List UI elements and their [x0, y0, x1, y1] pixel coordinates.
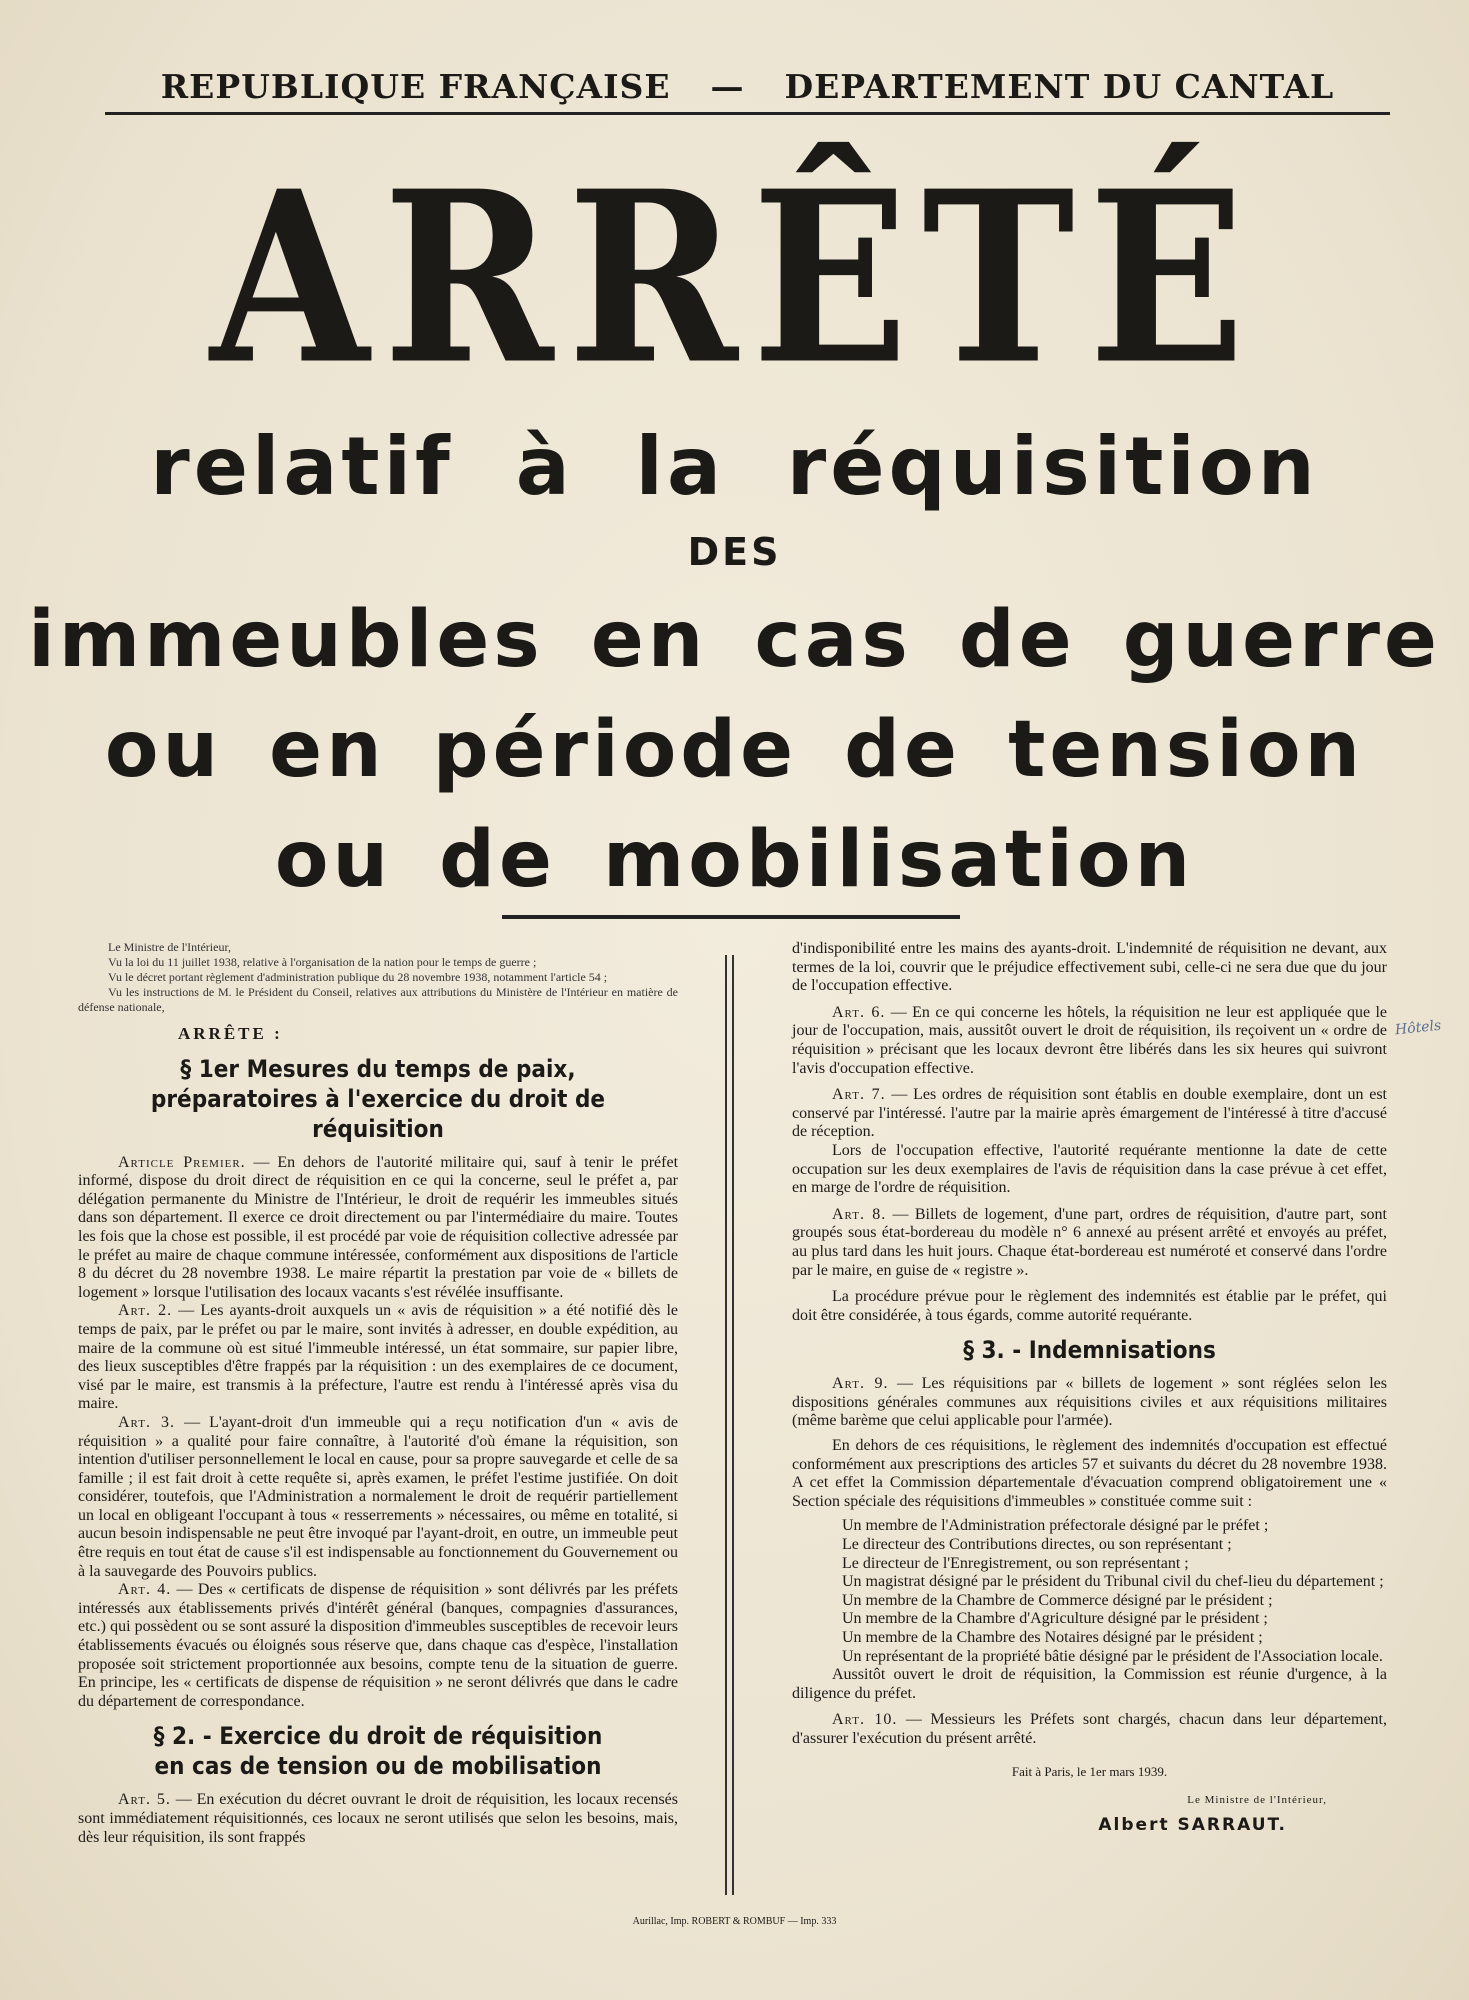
article-8 — [792, 1206, 1387, 1280]
commission-member: Un membre de la Chambre des Notaires désigné par le président ; — [842, 1629, 1263, 1646]
article-4 — [78, 1581, 678, 1711]
section-2-line-1: § 2. - Exercice du droit de réquisition — [153, 1722, 603, 1751]
article-5-label: Art. 5. — [118, 1791, 171, 1809]
article-10-text: — Messieurs les Préfets sont chargés, chacun dans leur département, d'assurer l'exécution du présent arrêté. — [792, 1711, 1388, 1747]
poster-title: ARRÊTÉ — [210, 140, 1259, 417]
commission-member: Un membre de la Chambre de Commerce désigné par le président ; — [842, 1591, 1273, 1609]
article-2-label: Art. 2. — [118, 1302, 173, 1320]
article-8-para-2: La procédure prévue pour le règlement des indemnités est établie par le préfet, qui doit être considérée, à tous égards, comme autorité requérante. — [792, 1288, 1387, 1324]
article-7-text: — Les ordres de réquisition sont établis en double exemplaire, dont un est conservé par l'intéressé. l'autre par la mairie après émargement de l'intéressé à titre d'accusé de réception. — [792, 1086, 1388, 1141]
preamble — [78, 940, 678, 1015]
section-1-heading — [108, 1054, 648, 1144]
section-1-line-1: § 1er Mesures du temps de paix, — [180, 1054, 576, 1083]
header-dash: — — [710, 66, 745, 106]
poster-header — [105, 58, 1390, 114]
commission-member: Un magistrat désigné par le président du Tribunal civil du chef-lieu du département ; — [842, 1573, 1384, 1591]
article-1-text: — En dehors de l'autorité militaire qui, sauf à tenir le préfet informé, dispose du droit direct de réquisition en ce qui la concerne, seul le préfet a, par délégation permanente du Ministre de l'Intérieur, le droit de requérir les immeubles situés dans son département. Il exerce ce droit directement ou par l'intermédiaire du maire. Toutes les fois que la chose est possible, il est procédé par voie de réquisition collective adressée par le préfet au maire de chaque commune intéressée, conformément aux dispositions de l'article 8 du décret du 28 novembre 1938. Le maire répartit la prestation par voie de « billets de logement » lorsque l'utilisation des locaux vacants s'est révélée insuffisante. — [78, 1153, 679, 1301]
article-7 — [792, 1086, 1387, 1142]
article-1-label: Article Premier. — [118, 1153, 246, 1171]
subtitle-line-2: DES — [687, 530, 782, 574]
printer-credit: Aurillac, Imp. ROBERT & ROMBUF — Imp. 333 — [632, 1916, 837, 1927]
header-rule — [105, 112, 1390, 115]
section-2-heading — [108, 1721, 648, 1781]
subtitle-line-4: ou en période de tension — [104, 705, 1365, 795]
article-7-label: Art. 7. — [832, 1086, 886, 1104]
title-rule — [502, 915, 960, 919]
section-3-heading: § 3. - Indemnisations — [963, 1336, 1216, 1365]
commission-member: Un représentant de la propriété bâtie désigné par le président de l'Association locale. — [842, 1647, 1383, 1665]
column-divider — [725, 955, 734, 1895]
article-2-text: — Les ayants-droit auxquels un « avis de réquisition » a été notifié dès le temps de paix, par le préfet ou par le maire, sont invités à adresser, en double expédition, au maire de la commune où est situé l'immeuble intéressé, un état sommaire, sur papier libre, des lieux susceptibles d'être frappés par la réquisition : un des exemplaires de ce document, visé par le maire, est transmis à la préfecture, l'autre est rendu à l'intéressé après visa du maire. — [78, 1302, 678, 1413]
handwritten-margin-note: Hôtels — [1394, 1017, 1442, 1039]
article-6-text: — En ce qui concerne les hôtels, la réquisition ne leur est appliquée que le jour de l'occupation, mais, aussitôt ouvert le droit de réquisition, ils reçoivent un « ordre de réquisition » précisant que les locaux devront être libérés dans les six heures qui suivront l'avis d'occupation effective. — [792, 1003, 1388, 1077]
article-5-text: — En exécution du décret ouvrant le droit de réquisition, les locaux recensés sont immédiatement réquisitionnés, ces locaux ne seront utilisés que selon les besoins, mais, dès leur réquisition, ils sont frappés — [78, 1791, 678, 1846]
preamble-line: Vu la loi du 11 juillet 1938, relative à l'organisation de la nation pour le temps de guerre ; — [108, 955, 537, 969]
article-8-label: Art. 8. — [832, 1205, 887, 1223]
subtitle-line-3: immeubles en cas de guerre — [28, 595, 1441, 685]
article-9-para-2: En dehors de ces réquisitions, le règlement des indemnités d'occupation est effectué conformément aux prescriptions des articles 57 et suivants du décret du 28 novembre 1938. A cet effet la Commission départementale d'évacuation comprend obligatoirement une « Section spéciale des réquisitions d'immeubles » constituée comme suit : — [792, 1437, 1387, 1510]
commission-member: Un membre de la Chambre d'Agriculture désigné par le président ; — [842, 1610, 1268, 1628]
header-departement: DEPARTEMENT DU CANTAL — [784, 66, 1335, 106]
article-10 — [792, 1711, 1387, 1748]
section-1-line-2: préparatoires à l'exercice du droit de réquisition — [150, 1084, 606, 1143]
article-6-label: Art. 6. — [832, 1003, 886, 1021]
section-2-line-2: en cas de tension ou de mobilisation — [154, 1752, 602, 1781]
article-9 — [792, 1375, 1387, 1431]
minister-title: Le Ministre de l'Intérieur, — [1187, 1794, 1327, 1807]
article-1 — [78, 1154, 678, 1303]
signature-date: Fait à Paris, le 1er mars 1939. — [1011, 1763, 1168, 1779]
header-republique: REPUBLIQUE FRANÇAISE — [160, 66, 671, 106]
article-9-label: Art. 9. — [832, 1375, 889, 1393]
minister-signature: Albert SARRAUT. — [1098, 1814, 1287, 1835]
article-4-label: Art. 4. — [118, 1581, 172, 1599]
article-3-label: Art. 3. — [118, 1413, 176, 1431]
article-3 — [78, 1414, 678, 1581]
article-9-text: — Les réquisitions par « billets de logement » sont réglées selon les dispositions générales communes aux réquisitions civiles et aux réquisitions militaires (même barème que celui applicable pour l'armée). — [792, 1375, 1388, 1430]
article-2 — [78, 1302, 678, 1414]
article-10-label: Art. 10. — [832, 1711, 898, 1729]
arrete-label: ARRÊTE : — [178, 1024, 283, 1043]
commission-member: Le directeur des Contributions directes, ou son représentant ; — [842, 1536, 1232, 1554]
subtitle-line-5: ou de mobilisation — [274, 815, 1195, 905]
article-7-para-2: Lors de l'occupation effective, l'autorité requérante mentionne la date de cette occupation sur les deux exemplaires de l'avis de réquisition dans la case prévue à cet effet, en marge de l'ordre de réquisition. — [792, 1141, 1387, 1197]
preamble-line: Vu les instructions de M. le Président du Conseil, relatives aux attributions du Ministère de l'Intérieur en matière de défense nationale, — [78, 985, 678, 1014]
commission-member: Un membre de l'Administration préfectorale désigné par le préfet ; — [842, 1517, 1269, 1535]
commission-member: Le directeur de l'Enregistrement, ou son représentant ; — [842, 1554, 1189, 1572]
preamble-line: Le Ministre de l'Intérieur, — [108, 940, 231, 954]
article-6 — [792, 1004, 1387, 1078]
article-4-text: — Des « certificats de dispense de réquisition » sont délivrés par les préfets intéressés aux établissements privés d'intérêt général (banques, compagnies d'assurances, etc.) qui possèdent ou se sont assuré la disposition d'immeubles susceptibles de recevoir leurs établissements évacués ou éloignés sous réserve que, dans chaque cas d'espèce, l'installation proposée soit strictement proportionnée aux besoins, compte tenu de la situation de guerre. En principe, les « certificats de dispense de réquisition » ne seront délivrés que dans le cadre du département de correspondance. — [78, 1581, 679, 1710]
right-column — [792, 940, 1387, 1834]
commission-list — [792, 1517, 1387, 1666]
article-8-text: — Billets de logement, d'une part, ordres de réquisition, d'autre part, sont groupés sous état-bordereau du modèle n° 6 annexé au présent arrêté et envoyés au préfet, au plus tard dans les huit jours. Chaque état-bordereau est numéroté et conservé dans l'ordre par le maire, en guise de « registre ». — [792, 1205, 1387, 1279]
article-3-text: — L'ayant-droit d'un immeuble qui a reçu notification d'un « avis de réquisition » a qualité pour faire connaître, à l'autorité d'où émane la réquisition, son intention d'utiliser personnellement le local en cause, pour sa propre sauvegarde et celle de sa famille ; il est fait droit à cette requête si, après examen, le préfet l'estime justifiée. On doit considérer, toutefois, que l'Administration a normalement le droit de requérir partiellement un local en obligeant l'occupant à tous « resserrements » nécessaires, ou même en totalité, si aucun besoin indispensable ne peut être invoqué par l'ayant-droit, en outre, un immeuble peut être requis en tout état de cause s'il est indispensable au fonctionnement du Gouvernement ou à la sauvegarde des Pouvoirs publics. — [78, 1413, 679, 1580]
article-9-para-3: Aussitôt ouvert le droit de réquisition, la Commission est réunie d'urgence, à la diligence du préfet. — [792, 1666, 1387, 1702]
article-5 — [78, 1791, 678, 1847]
subtitle-line-1: relatif à la réquisition — [150, 420, 1319, 513]
preamble-line: Vu le décret portant règlement d'administration publique du 28 novembre 1938, notamment l'article 54 ; — [108, 970, 608, 984]
article-5-continuation: d'indisponibilité entre les mains des ayants-droit. L'indemnité de réquisition ne devant, aux termes de la loi, couvrir que le préjudice effectivement subi, celle-ci ne sera due que du jour de l'occupation effective. — [792, 940, 1387, 995]
left-column — [78, 940, 678, 1847]
